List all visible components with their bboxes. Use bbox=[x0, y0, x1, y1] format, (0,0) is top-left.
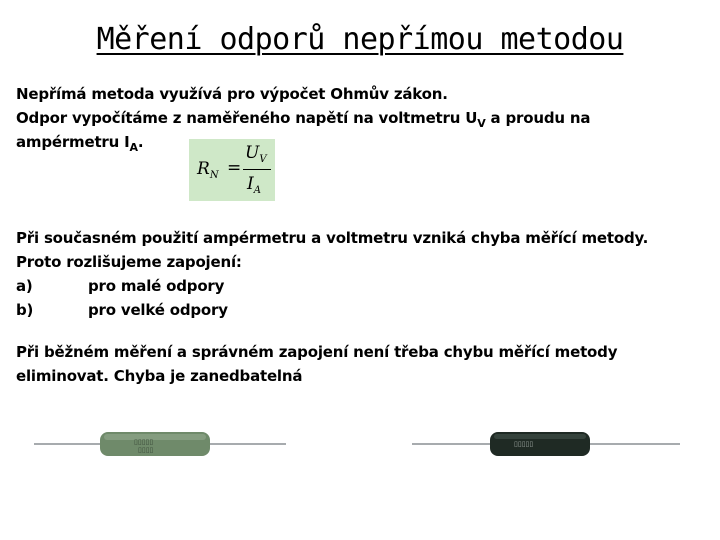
note-line-2: eliminovat. Chyba je zanedbatelná bbox=[16, 367, 303, 385]
intro-line-2: Odpor vypočítáme z naměřeného napětí na voltmetru $U_V$ a proudu na bbox=[16, 109, 591, 130]
formula-numerator: $U_V$ bbox=[245, 143, 267, 165]
resistor-image-green bbox=[34, 418, 286, 468]
formula-equals: = bbox=[227, 158, 242, 178]
note-line-1: Při běžném měření a správném zapojení není třeba chybu měřící metody bbox=[16, 343, 618, 361]
list-item: a) pro malé odpory bbox=[16, 277, 225, 295]
error-line-1: Při současném použití ampérmetru a voltmetru vzniká chyba měřící metody. bbox=[16, 229, 649, 247]
list-item: b) pro velké odpory bbox=[16, 301, 228, 319]
formula-lhs: $R_N$ bbox=[197, 159, 219, 181]
note-paragraph bbox=[16, 340, 696, 388]
resistor-marking: ▯▯▯▯▯ bbox=[134, 439, 154, 446]
intro-line-1: Nepřímá metoda využívá pro výpočet Ohmův zákon. bbox=[16, 85, 448, 103]
error-line-2: Proto rozlišujeme zapojení: bbox=[16, 253, 242, 271]
svg-text:▯▯▯▯: ▯▯▯▯ bbox=[138, 447, 154, 454]
page-title: Měření odporů nepřímou metodou bbox=[96, 22, 624, 57]
intro-paragraph bbox=[16, 82, 656, 154]
intro-line-3: ampérmetru $I_A$. bbox=[16, 133, 144, 154]
formula-denominator: $I_A$ bbox=[247, 174, 261, 196]
fraction-bar bbox=[243, 169, 271, 170]
error-paragraph bbox=[16, 226, 696, 322]
ohms-law-formula bbox=[189, 139, 275, 201]
resistor-marking: ▯▯▯▯▯ bbox=[514, 441, 534, 448]
resistor-image-black bbox=[412, 418, 680, 468]
